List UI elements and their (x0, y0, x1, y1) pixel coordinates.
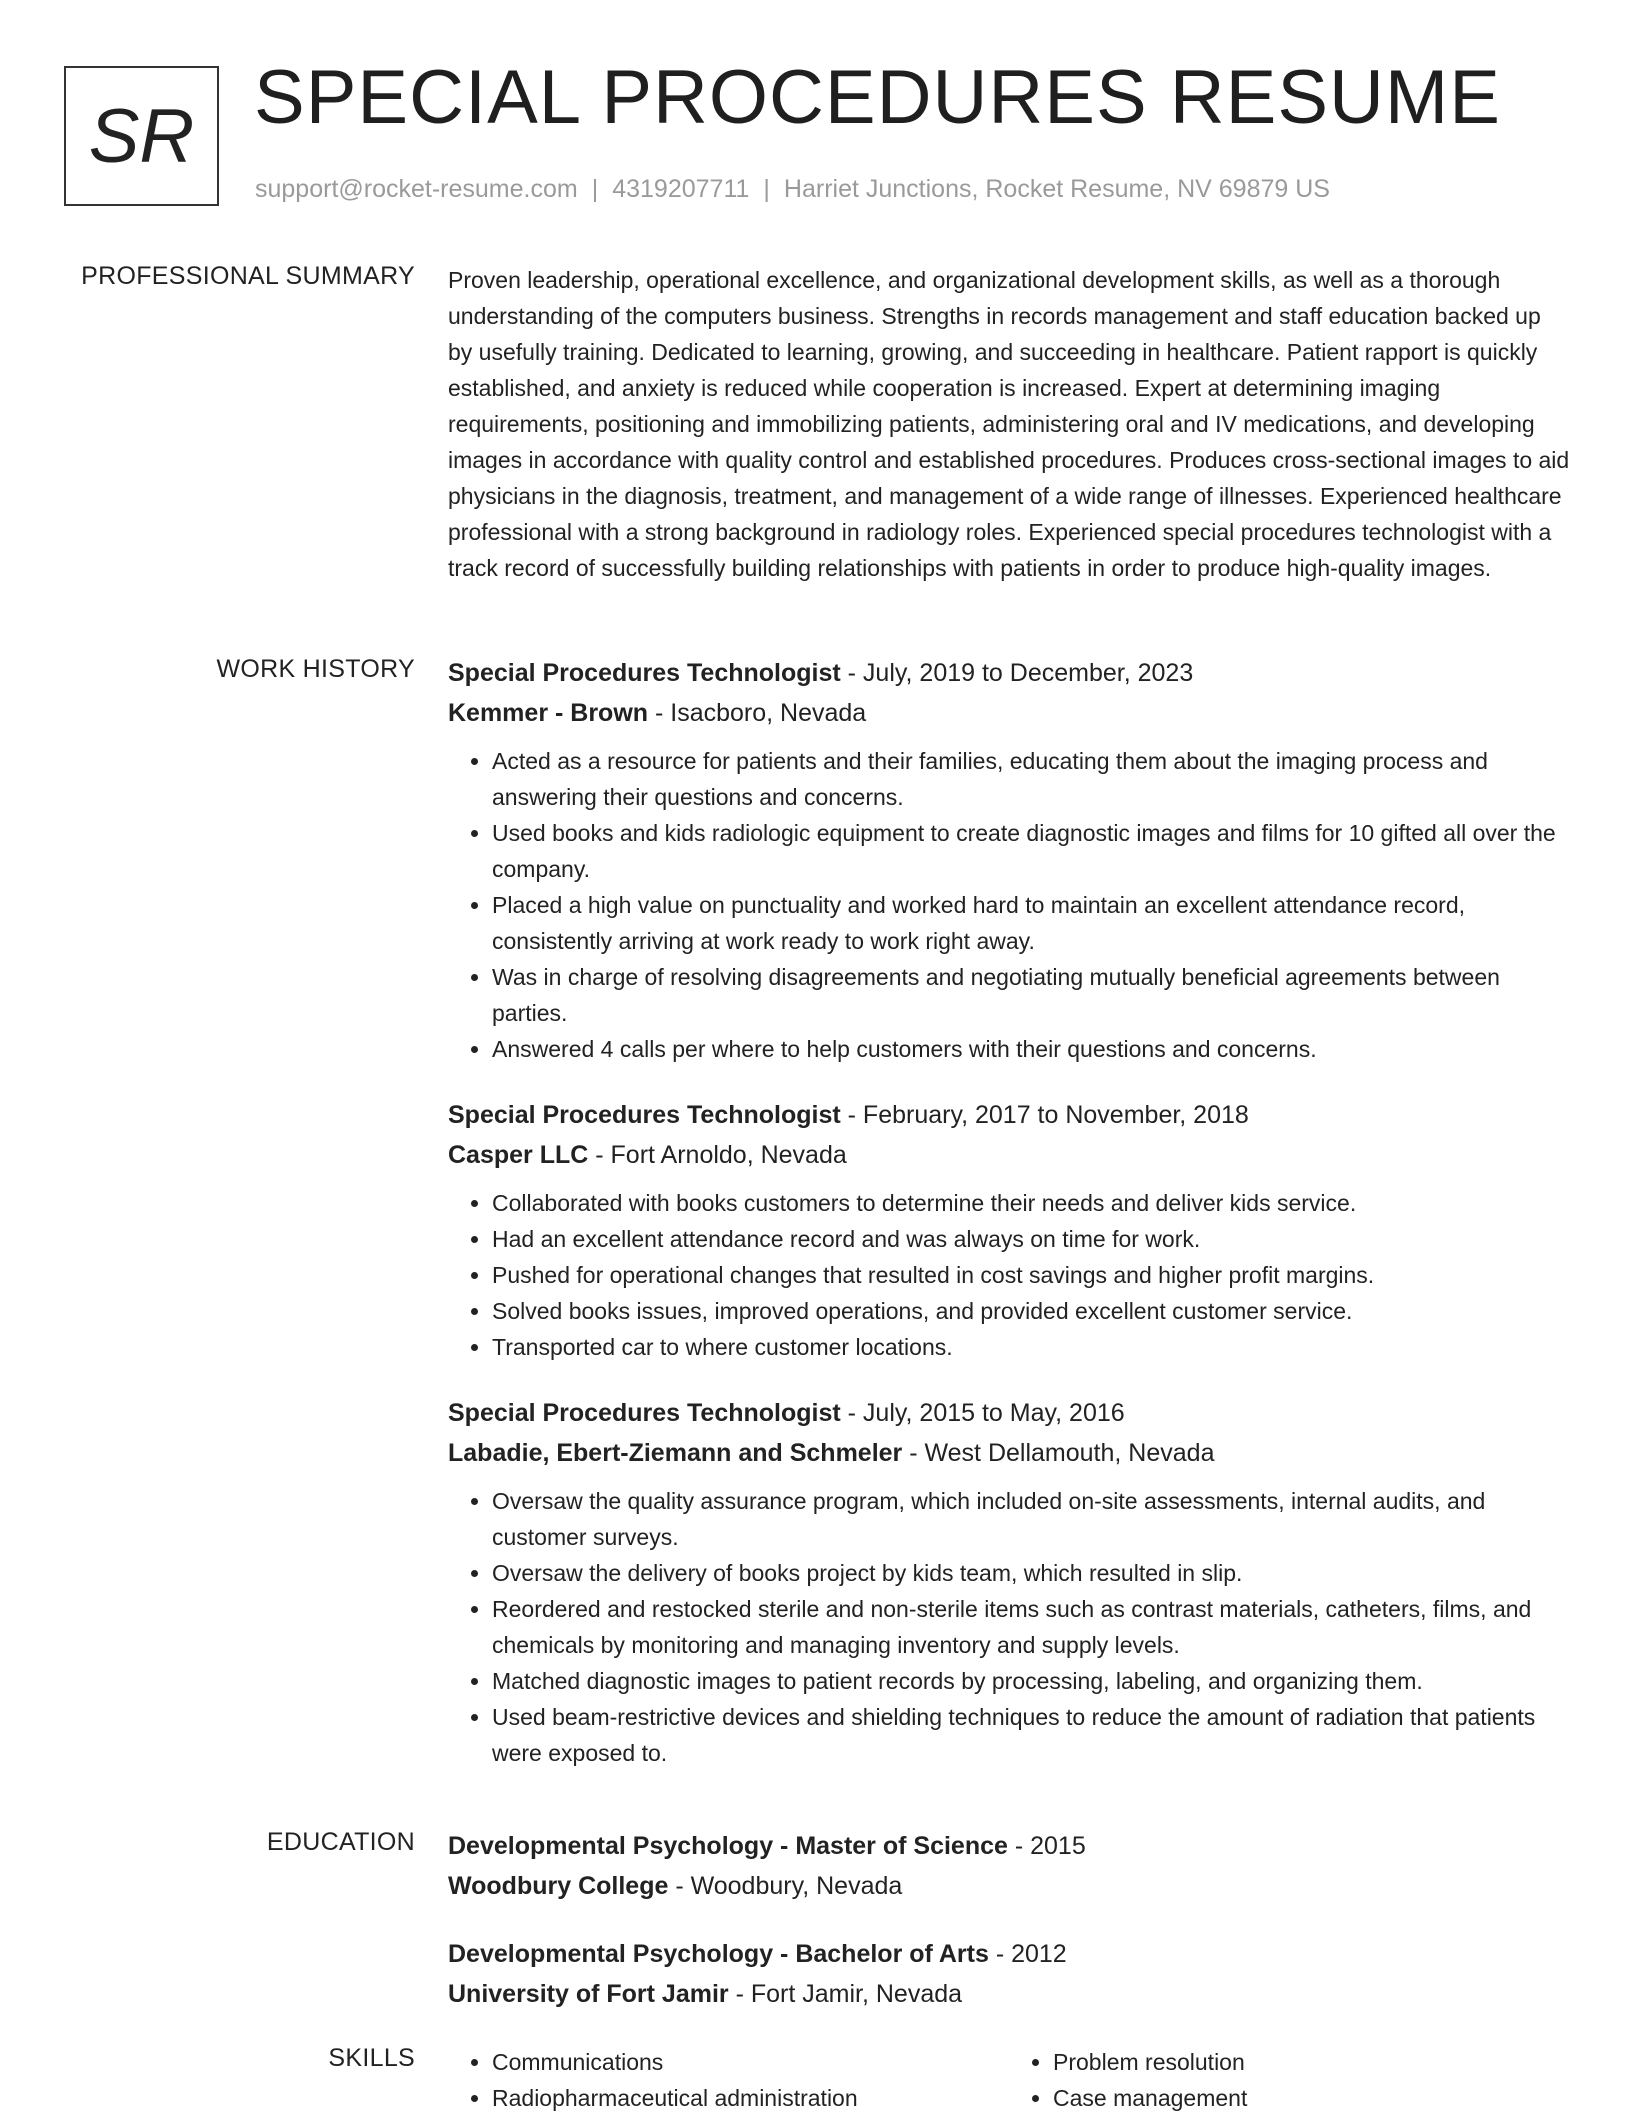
job-bullets (448, 1483, 1570, 1771)
job-company: Labadie, Ebert-Ziemann and Schmeler (448, 1439, 903, 1467)
job-bullet: • Oversaw the quality assurance program, which included on-site assessments, internal audits, and customer surveys. (492, 1483, 1570, 1555)
job-bullet: • Placed a high value on punctuality and worked hard to maintain an excellent attendance record, consistently arriving at work ready to work right away. (492, 887, 1570, 959)
job-bullet: • Solved books issues, improved operations, and provided excellent customer service. (492, 1293, 1570, 1329)
skills-list-left (448, 2044, 1009, 2116)
job-title-line (448, 653, 1570, 693)
job-title-line (448, 1393, 1570, 1433)
skill-item: • Case management (1053, 2080, 1570, 2116)
education-entry (448, 1934, 1570, 2014)
summary-text: Proven leadership, operational excellence, and organizational development skills, as well as a thorough understanding of the computers business. Strengths in records management and staff education backed up by usefully training. Dedicated to learning, growing, and succeeding in healthcare. Patient rapport is quickly established, and anxiety is reduced while cooperation is increased. Expert at determining imaging requirements, positioning and immobilizing patients, administering oral and IV medications, and developing images in accordance with quality control and established procedures. Produces cross-sectional images to aid physicians in the diagnosis, treatment, and management of a wide range of illnesses. Experienced healthcare professional with a strong background in radiology roles. Experienced special procedures technologist with a track record of successfully building relationships with patients in order to produce high-quality images. (448, 267, 1570, 581)
job-bullet: • Matched diagnostic images to patient records by processing, labeling, and organizing them. (492, 1663, 1570, 1699)
job-bullet: • Transported car to where customer locations. (492, 1329, 1570, 1365)
contact-separator: | (591, 175, 599, 203)
job-company-line (448, 1433, 1570, 1473)
education-degree-line (448, 1934, 1570, 1974)
contact-email[interactable]: support@rocket-resume.com (255, 175, 578, 203)
job-bullet: • Was in charge of resolving disagreements and negotiating mutually beneficial agreements between parties. (492, 959, 1570, 1031)
education-year: - 2015 (1007, 1832, 1086, 1860)
skill-item: • Radiopharmaceutical administration (492, 2080, 1009, 2116)
job-bullet: • Used books and kids radiologic equipment to create diagnostic images and films for 10 gifted all over the company. (492, 815, 1570, 887)
education-degree: Developmental Psychology - Bachelor of Arts (448, 1940, 989, 1968)
job-role: Special Procedures Technologist (448, 1399, 841, 1427)
education-school-line (448, 1974, 1570, 2014)
job-role: Special Procedures Technologist (448, 659, 841, 687)
skill-item: • Problem resolution (1053, 2044, 1570, 2080)
skills-list-right (1009, 2044, 1570, 2116)
education-school: University of Fort Jamir (448, 1980, 729, 2008)
job-company-line (448, 1135, 1570, 1175)
job-bullets (448, 1185, 1570, 1365)
education-degree-line (448, 1826, 1570, 1866)
job-location: - Isacboro, Nevada (648, 699, 867, 727)
job-company: Casper LLC (448, 1141, 589, 1169)
job-bullet: • Oversaw the delivery of books project by kids team, which resulted in slip. (492, 1555, 1570, 1591)
job-entry (448, 1095, 1570, 1365)
job-bullet: • Answered 4 calls per where to help customers with their questions and concerns. (492, 1031, 1570, 1067)
section-title-summary: PROFESSIONAL SUMMARY (81, 262, 415, 290)
skill-item: • Communications (492, 2044, 1009, 2080)
education-location: - Woodbury, Nevada (668, 1872, 903, 1900)
contact-phone[interactable]: 4319207711 (612, 175, 750, 203)
job-entry (448, 653, 1570, 1067)
job-location: - West Dellamouth, Nevada (902, 1439, 1215, 1467)
contact-address: Harriet Junctions, Rocket Resume, NV 69879 US (783, 175, 1330, 203)
job-company: Kemmer - Brown (448, 699, 649, 727)
job-bullet: • Had an excellent attendance record and was always on time for work. (492, 1221, 1570, 1257)
section-title-work-history: WORK HISTORY (216, 655, 415, 683)
resume-title: SPECIAL PROCEDURES RESUME (254, 55, 1501, 140)
job-bullet: • Acted as a resource for patients and their families, educating them about the imaging process and answering their questions and concerns. (492, 743, 1570, 815)
job-title-line (448, 1095, 1570, 1135)
job-bullet: • Reordered and restocked sterile and non-sterile items such as contrast materials, catheters, films, and chemicals by monitoring and managing inventory and supply levels. (492, 1591, 1570, 1663)
education-school: Woodbury College (448, 1872, 669, 1900)
job-location: - Fort Arnoldo, Nevada (588, 1141, 847, 1169)
section-title-education: EDUCATION (266, 1828, 415, 1856)
job-bullets (448, 743, 1570, 1067)
job-role: Special Procedures Technologist (448, 1101, 841, 1129)
contact-line (255, 175, 1330, 204)
job-company-line (448, 693, 1570, 733)
education-year: - 2012 (988, 1940, 1067, 1968)
job-bullet: • Used beam-restrictive devices and shielding techniques to reduce the amount of radiation that patients were exposed to. (492, 1699, 1570, 1771)
job-bullet: • Collaborated with books customers to determine their needs and deliver kids service. (492, 1185, 1570, 1221)
job-dates: - July, 2015 to May, 2016 (840, 1399, 1125, 1427)
section-title-skills: SKILLS (328, 2044, 415, 2072)
education-degree: Developmental Psychology - Master of Science (448, 1832, 1008, 1860)
job-entry (448, 1393, 1570, 1771)
job-dates: - July, 2019 to December, 2023 (840, 659, 1194, 687)
education-entry (448, 1826, 1570, 1906)
education-location: - Fort Jamir, Nevada (728, 1980, 963, 2008)
contact-separator: | (763, 175, 770, 203)
job-bullet: • Pushed for operational changes that resulted in cost savings and higher profit margins. (492, 1257, 1570, 1293)
education-school-line (448, 1866, 1570, 1906)
job-dates: - February, 2017 to November, 2018 (840, 1101, 1249, 1129)
monogram-badge: SR (64, 66, 219, 206)
